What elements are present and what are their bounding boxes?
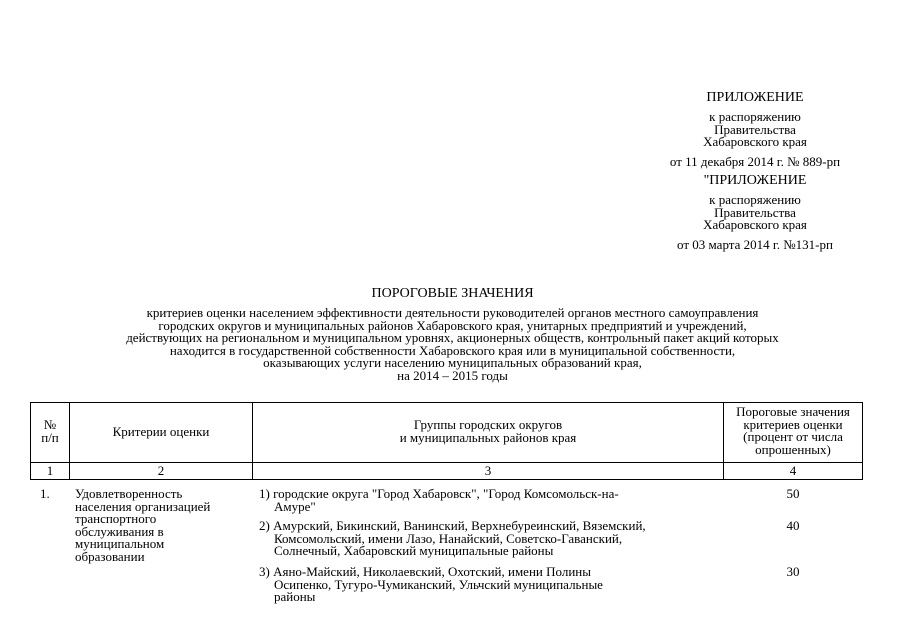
group-value-3: 30 <box>786 564 800 579</box>
appendix-title: "ПРИЛОЖЕНИЕ <box>703 173 807 188</box>
appendix-line: к распоряжению <box>709 109 801 124</box>
document-subtitle <box>0 307 905 382</box>
header-criteria: Критерии оценки <box>112 424 210 439</box>
group-item-2: 2) Амурский, Бикинский, Ванинский, Верхнебуреинский, Вяземский, Комсомольский, имени Лазо, Нанайский, Советско-Гаванский, Солнечный, Хабаровский муниципальные районы <box>259 518 646 558</box>
group-value-2: 40 <box>786 518 800 533</box>
appendix-line: Хабаровского края <box>703 134 807 149</box>
document-title: ПОРОГОВЫЕ ЗНАЧЕНИЯ <box>371 286 534 301</box>
table-border-right <box>862 402 863 480</box>
subtitle-line: на 2014 – 2015 годы <box>397 367 508 383</box>
column-number: 2 <box>157 463 165 478</box>
appendix-date: от 03 марта 2014 г. №131-рп <box>677 236 833 252</box>
table-border-numbers-bottom <box>30 479 862 480</box>
group-item-3: 3) Аяно-Майский, Николаевский, Охотский, имени Полины Осипенко, Тугуро-Чумиканский, Ульчский муниципальные районы <box>259 564 603 604</box>
subtitle-line: действующих на региональном и муниципальном уровнях, акционерных обществ, контрольный пакет акций которых <box>126 330 779 345</box>
appendix-header-block-1 <box>655 91 855 168</box>
appendix-title: ПРИЛОЖЕНИЕ <box>706 90 804 105</box>
row-criteria: Удовлетворенность населения организацией транспортного обслуживания в муниципальном образовании <box>75 486 211 564</box>
header-groups: Группы городских округов и муниципальных районов края <box>399 417 577 445</box>
table-border-top <box>30 402 862 403</box>
appendix-date: от 11 декабря 2014 г. № 889-рп <box>669 153 841 169</box>
group-value-1: 50 <box>786 486 800 501</box>
table-border-header-bottom <box>30 462 862 463</box>
subtitle-line: городских округов и муниципальных районов Хабаровского края, унитарных предприятий и учреждений, <box>158 317 747 333</box>
appendix-line: Хабаровского края <box>703 217 807 232</box>
column-number: 3 <box>484 463 492 478</box>
header-num: № п/п <box>41 417 59 445</box>
subtitle-line: критериев оценки населением эффективности деятельности руководителей органов местного самоуправления <box>146 305 759 320</box>
appendix-line: к распоряжению <box>709 192 801 207</box>
group-item-1: 1) городские округа "Город Хабаровск", "Город Комсомольск-на- Амуре" <box>259 486 619 514</box>
appendix-line: Правительства <box>714 121 796 137</box>
subtitle-line: находится в государственной собственности Хабаровского края или в муниципальной собственности, <box>169 342 736 358</box>
column-number: 1 <box>46 463 54 478</box>
appendix-line: Правительства <box>714 204 796 220</box>
row-number: 1. <box>40 486 50 501</box>
column-number: 4 <box>789 463 797 478</box>
appendix-header-block-2 <box>655 174 855 251</box>
subtitle-line: оказывающих услуги населению муниципальных образований края, <box>263 355 642 370</box>
header-threshold: Пороговые значения критериев оценки (процент от числа опрошенных) <box>736 404 850 457</box>
